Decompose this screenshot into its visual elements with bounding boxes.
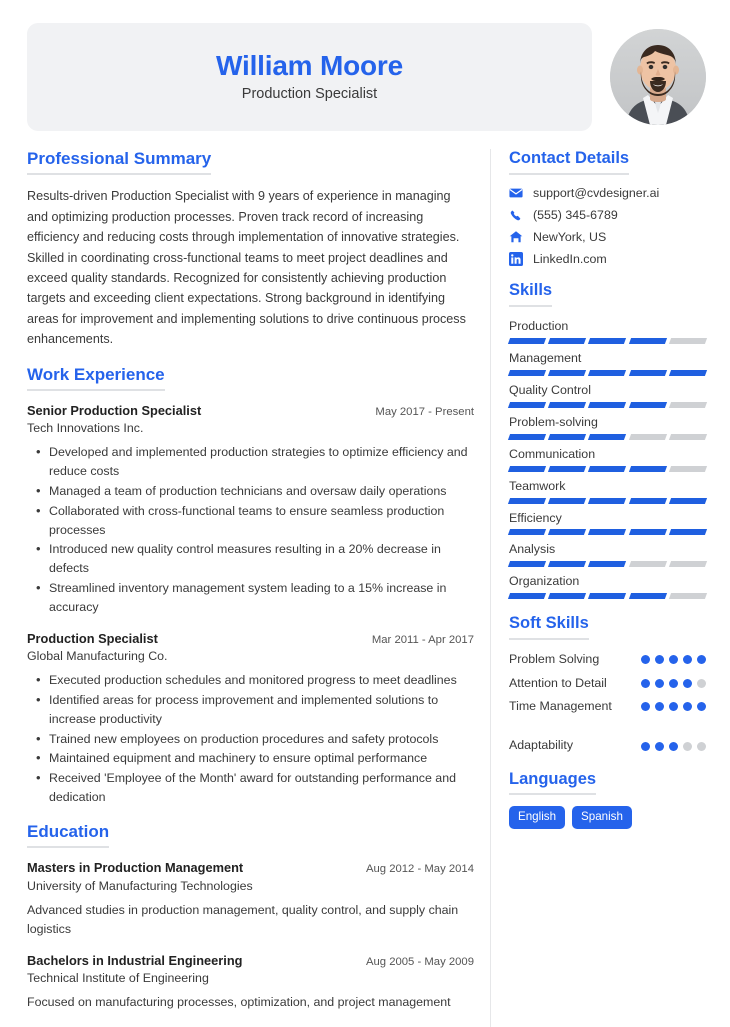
skill-item [509,446,706,472]
contact-item-email[interactable] [509,186,706,200]
skill-segment [629,338,667,344]
language-tag: Spanish [572,806,632,828]
skill-segment [508,402,546,408]
skill-segment [588,402,626,408]
skill-label: Production [509,318,569,333]
experience-organization: Global Manufacturing Co. [27,648,168,663]
skill-segment [588,561,626,567]
skill-level-bar [509,561,706,567]
education-date: Aug 2005 - May 2009 [365,955,474,968]
skill-segment [508,466,546,472]
soft-skills-list [509,651,706,754]
skill-segment [588,466,626,472]
education-degree: Bachelors in Industrial Engineering [27,952,243,968]
skill-segment [629,561,667,567]
skill-segment [669,466,707,472]
education-section [27,822,474,1013]
resume-body [27,149,706,1027]
list-item: • Executed production schedules and monitored progress to meet deadlines [27,671,474,690]
skill-segment [588,434,626,440]
skill-segment [588,529,626,535]
skill-segment [508,593,546,599]
education-degree: Masters in Production Management [27,860,244,876]
skill-segment [669,498,707,504]
skill-segment [508,498,546,504]
skill-item [509,350,706,376]
contact-item-linkedin[interactable] [509,252,706,266]
skill-item [509,414,706,440]
education-entry-header [27,952,474,970]
education-institution: University of Manufacturing Technologies [27,878,253,893]
rating-dot [697,655,706,664]
skill-segment [548,434,586,440]
experience-bullets [27,443,474,617]
soft-skill-rating [641,702,706,711]
skill-item [509,318,706,344]
languages-section [509,770,706,829]
list-item: • Received 'Employee of the Month' award for outstanding performance and dedication [27,769,474,807]
work-experience-section [27,365,474,807]
rating-dot [669,655,678,664]
skill-level-bar [509,370,706,376]
education-entry [27,859,474,939]
skill-segment [629,529,667,535]
rating-dot [669,679,678,688]
professional-summary-section [27,149,474,350]
soft-skill-item [509,698,706,715]
contact-list [509,186,706,266]
skill-segment [588,338,626,344]
rating-dot [669,702,678,711]
skill-segment [669,561,707,567]
soft-skill-label: Problem Solving [509,652,600,667]
experience-entry-header [27,402,474,420]
summary-text: Results-driven Production Specialist with 9 years of experience in managing and optimizing production processes. Proven track record of increasing efficiency and reducing costs through implementation of innovative strategies. Skilled in coordinating cross-functional teams to meet project deadlines and exceed quality standards. Recognized for consistently achieving production targets and exceeding client expectations. Strong background in identifying areas for improvement and implementing solutions to drive continuous process enhancements. [27,189,466,347]
skill-level-bar [509,338,706,344]
section-heading-contact: Contact Details [509,149,629,175]
skill-item [509,478,706,504]
rating-dot [697,679,706,688]
section-heading-soft-skills: Soft Skills [509,614,589,640]
soft-skill-rating [641,655,706,664]
experience-date: May 2017 - Present [375,405,474,418]
skill-label: Organization [509,574,580,589]
skill-segment [669,593,707,599]
language-tag: English [509,806,565,828]
skill-segment [508,370,546,376]
soft-skill-label: Adaptability [509,738,574,753]
job-title: Production Specialist [241,86,378,103]
skill-segment [548,402,586,408]
list-item: • Developed and implemented production strategies to optimize efficiency and reduce costs [27,443,474,481]
soft-skill-item [509,675,706,692]
contact-value: support@cvdesigner.ai [533,185,660,200]
rating-dot [683,742,692,751]
rating-dot [697,702,706,711]
skill-segment [669,402,707,408]
soft-skill-label: Attention to Detail [509,675,607,690]
rating-dot [683,655,692,664]
education-description: Advanced studies in production management, quality control, and supply chain logistics [27,902,459,936]
rating-dot [655,702,664,711]
education-date: Aug 2012 - May 2014 [365,863,474,876]
skill-segment [548,561,586,567]
section-heading-experience: Work Experience [27,365,165,391]
skill-level-bar [509,466,706,472]
skill-segment [669,434,707,440]
experience-role: Production Specialist [27,630,158,646]
skill-segment [629,434,667,440]
education-description: Focused on manufacturing processes, optimization, and project management [27,995,451,1010]
rating-dot [669,742,678,751]
sidebar-column [491,149,706,1027]
skill-segment [548,529,586,535]
list-item: • Managed a team of production technicians and oversaw daily operations [27,482,474,501]
rating-dot [641,742,650,751]
skill-segment [629,498,667,504]
rating-dot [683,679,692,688]
rating-dot [641,655,650,664]
profile-photo-illustration [610,29,706,125]
list-item: • Maintained equipment and machinery to ensure optimal performance [27,749,474,768]
contact-value: LinkedIn.com [533,251,607,266]
name-card [27,23,592,131]
list-item: • Collaborated with cross-functional teams to ensure seamless production processes [27,502,474,540]
list-item: • Trained new employees on production procedures and safety protocols [27,730,474,749]
skill-segment [548,338,586,344]
skills-section [509,281,706,600]
soft-skill-spacer [509,721,706,737]
page-title: William Moore [216,50,403,82]
phone-icon [509,208,523,222]
skill-segment [508,561,546,567]
skill-label: Efficiency [509,510,562,525]
skill-segment [548,593,586,599]
skill-segment [548,466,586,472]
education-entry [27,952,474,1012]
resume-header [27,22,706,132]
skill-label: Analysis [509,542,556,557]
rating-dot [655,679,664,688]
skill-segment [629,402,667,408]
skill-label: Quality Control [509,382,591,397]
skill-segment [588,370,626,376]
contact-details-section [509,149,706,266]
avatar [610,29,706,125]
skill-level-bar [509,529,706,535]
section-heading-skills: Skills [509,281,552,307]
contact-item-phone[interactable] [509,208,706,222]
skill-label: Management [509,350,582,365]
skill-segment [548,370,586,376]
skill-segment [508,338,546,344]
experience-entry [27,630,474,807]
skill-item [509,510,706,536]
skill-item [509,573,706,599]
rating-dot [655,742,664,751]
experience-date: Mar 2011 - Apr 2017 [371,633,474,646]
list-item: • Identified areas for process improvement and implemented solutions to increase productivity [27,691,474,729]
skill-segment [508,529,546,535]
section-heading-languages: Languages [509,770,596,796]
rating-dot [641,679,650,688]
skill-segment [508,434,546,440]
experience-role: Senior Production Specialist [27,402,202,418]
skill-label: Teamwork [509,478,566,493]
section-heading-education: Education [27,822,109,848]
skill-item [509,382,706,408]
skill-segment [588,498,626,504]
rating-dot [641,702,650,711]
list-item: • Introduced new quality control measures resulting in a 20% decrease in defects [27,540,474,578]
skill-segment [629,370,667,376]
soft-skill-item [509,737,706,754]
soft-skill-rating [641,742,706,751]
contact-value: NewYork, US [533,229,607,244]
skill-segment [669,529,707,535]
contact-item-location[interactable] [509,230,706,244]
skill-level-bar [509,498,706,504]
skill-level-bar [509,593,706,599]
soft-skills-section [509,614,706,754]
list-item: • Streamlined inventory management system leading to a 15% increase in accuracy [27,579,474,617]
skill-segment [669,370,707,376]
section-heading-summary: Professional Summary [27,149,211,175]
experience-organization: Tech Innovations Inc. [27,421,144,436]
rating-dot [697,742,706,751]
experience-entry [27,402,474,617]
skill-label: Problem-solving [509,414,598,429]
rating-dot [655,655,664,664]
contact-value: (555) 345-6789 [533,207,618,222]
skills-list [509,318,706,600]
soft-skill-label: Time Management [509,698,612,713]
education-institution: Technical Institute of Engineering [27,971,209,986]
soft-skill-rating [641,679,706,688]
linkedin-icon [509,252,523,266]
home-icon [509,230,523,244]
skill-segment [629,593,667,599]
skill-level-bar [509,402,706,408]
languages-list [509,806,706,828]
skill-label: Communication [509,446,596,461]
envelope-icon [509,186,523,200]
skill-segment [629,466,667,472]
skill-level-bar [509,434,706,440]
skill-segment [548,498,586,504]
skill-segment [669,338,707,344]
skill-item [509,541,706,567]
soft-skill-item [509,651,706,668]
rating-dot [683,702,692,711]
main-column [27,149,491,1027]
experience-entry-header [27,630,474,648]
experience-bullets [27,671,474,807]
education-entry-header [27,859,474,877]
skill-segment [588,593,626,599]
